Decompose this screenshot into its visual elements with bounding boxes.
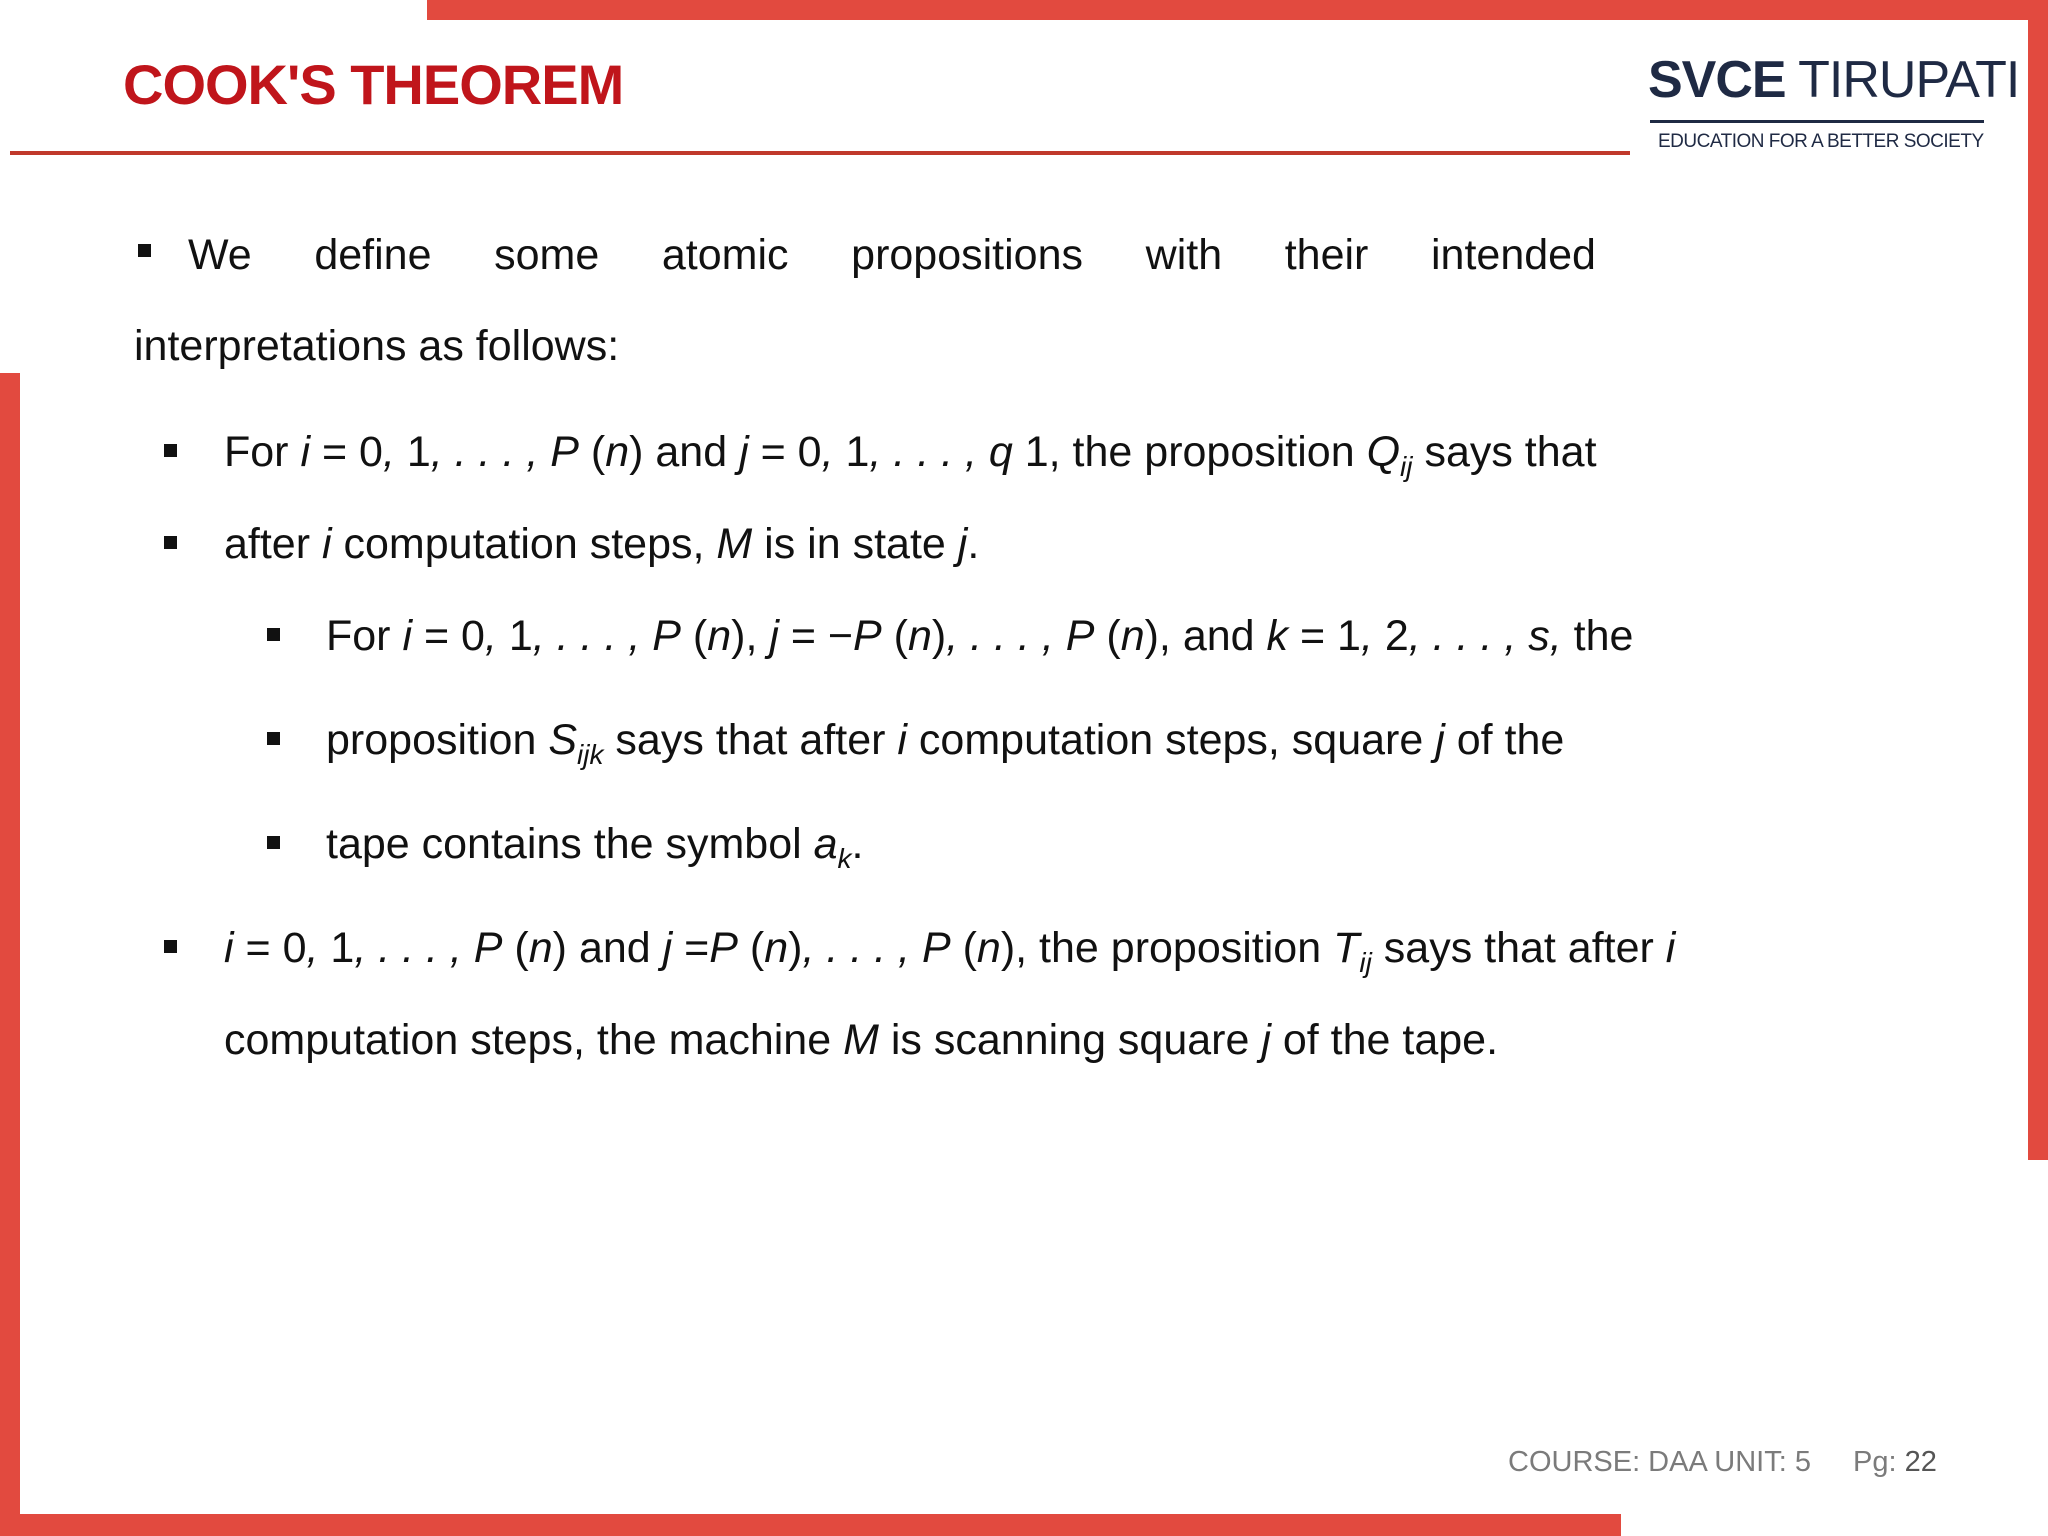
bullet-item-3-continued: computation steps, the machine M is scanning square j of the tape. bbox=[224, 1016, 1499, 1064]
bullet-marker bbox=[138, 244, 151, 257]
intro-word: atomic bbox=[661, 231, 789, 279]
intro-word: with bbox=[1145, 231, 1223, 279]
bullet-marker bbox=[267, 628, 280, 641]
intro-word: define bbox=[314, 231, 432, 279]
intro-word: their bbox=[1284, 231, 1369, 279]
bullet-item-2: after i computation steps, M is in state j. bbox=[224, 520, 980, 568]
intro-word: intended bbox=[1430, 231, 1596, 279]
logo-tagline: EDUCATION FOR A BETTER SOCIETY bbox=[1658, 131, 1984, 152]
footer-unit: UNIT: 5 bbox=[1714, 1446, 1811, 1478]
footer-page-label: Pg: bbox=[1853, 1446, 1897, 1478]
bullet-marker bbox=[164, 536, 177, 549]
bullet-marker bbox=[164, 940, 177, 953]
footer-course: COURSE: DAA bbox=[1508, 1446, 1707, 1478]
left-accent-bar bbox=[0, 373, 20, 1536]
logo-divider bbox=[1650, 120, 1984, 123]
sub-bullet-item-3: tape contains the symbol $a_k$. bbox=[326, 820, 864, 874]
intro-word: We bbox=[188, 231, 252, 279]
logo-name: SVCE TIRUPATI bbox=[1648, 51, 2020, 109]
svce-logo bbox=[1648, 50, 2020, 153]
sub-bullet-item-2: proposition $S_{ijk}$ says that after i computation steps, square j of the bbox=[326, 716, 1565, 770]
intro-line-2: interpretations as follows: bbox=[134, 322, 620, 370]
bullet-marker bbox=[267, 836, 280, 849]
bullet-marker bbox=[164, 444, 177, 457]
bullet-marker bbox=[267, 732, 280, 745]
footer-page-number: 22 bbox=[1904, 1446, 1937, 1478]
intro-word: some bbox=[494, 231, 600, 279]
bullet-item-1: For i = 0, 1, . . . , P (n) and j = 0, 1, . . . , q 1, the proposition $Q_{ij}$ says that bbox=[224, 428, 1597, 482]
bottom-accent-bar bbox=[0, 1514, 1621, 1536]
top-accent-bar bbox=[427, 0, 2048, 20]
sub-bullet-item-1: For i = 0, 1, . . . , P (n), j = −P (n), . . . , P (n), and k = 1, 2, . . . , s, the bbox=[326, 612, 1634, 660]
slide-footer bbox=[1508, 1446, 1937, 1479]
right-accent-bar bbox=[2028, 0, 2048, 1160]
slide-title: COOK'S THEOREM bbox=[123, 53, 624, 116]
bullet-item-3: i = 0, 1, . . . , P (n) and j =P (n), . . . , P (n), the proposition $T_{ij}$ says that after i bbox=[224, 924, 1676, 978]
intro-line-1 bbox=[188, 229, 1596, 281]
intro-word: propositions bbox=[851, 231, 1084, 279]
title-underline bbox=[10, 151, 1630, 155]
